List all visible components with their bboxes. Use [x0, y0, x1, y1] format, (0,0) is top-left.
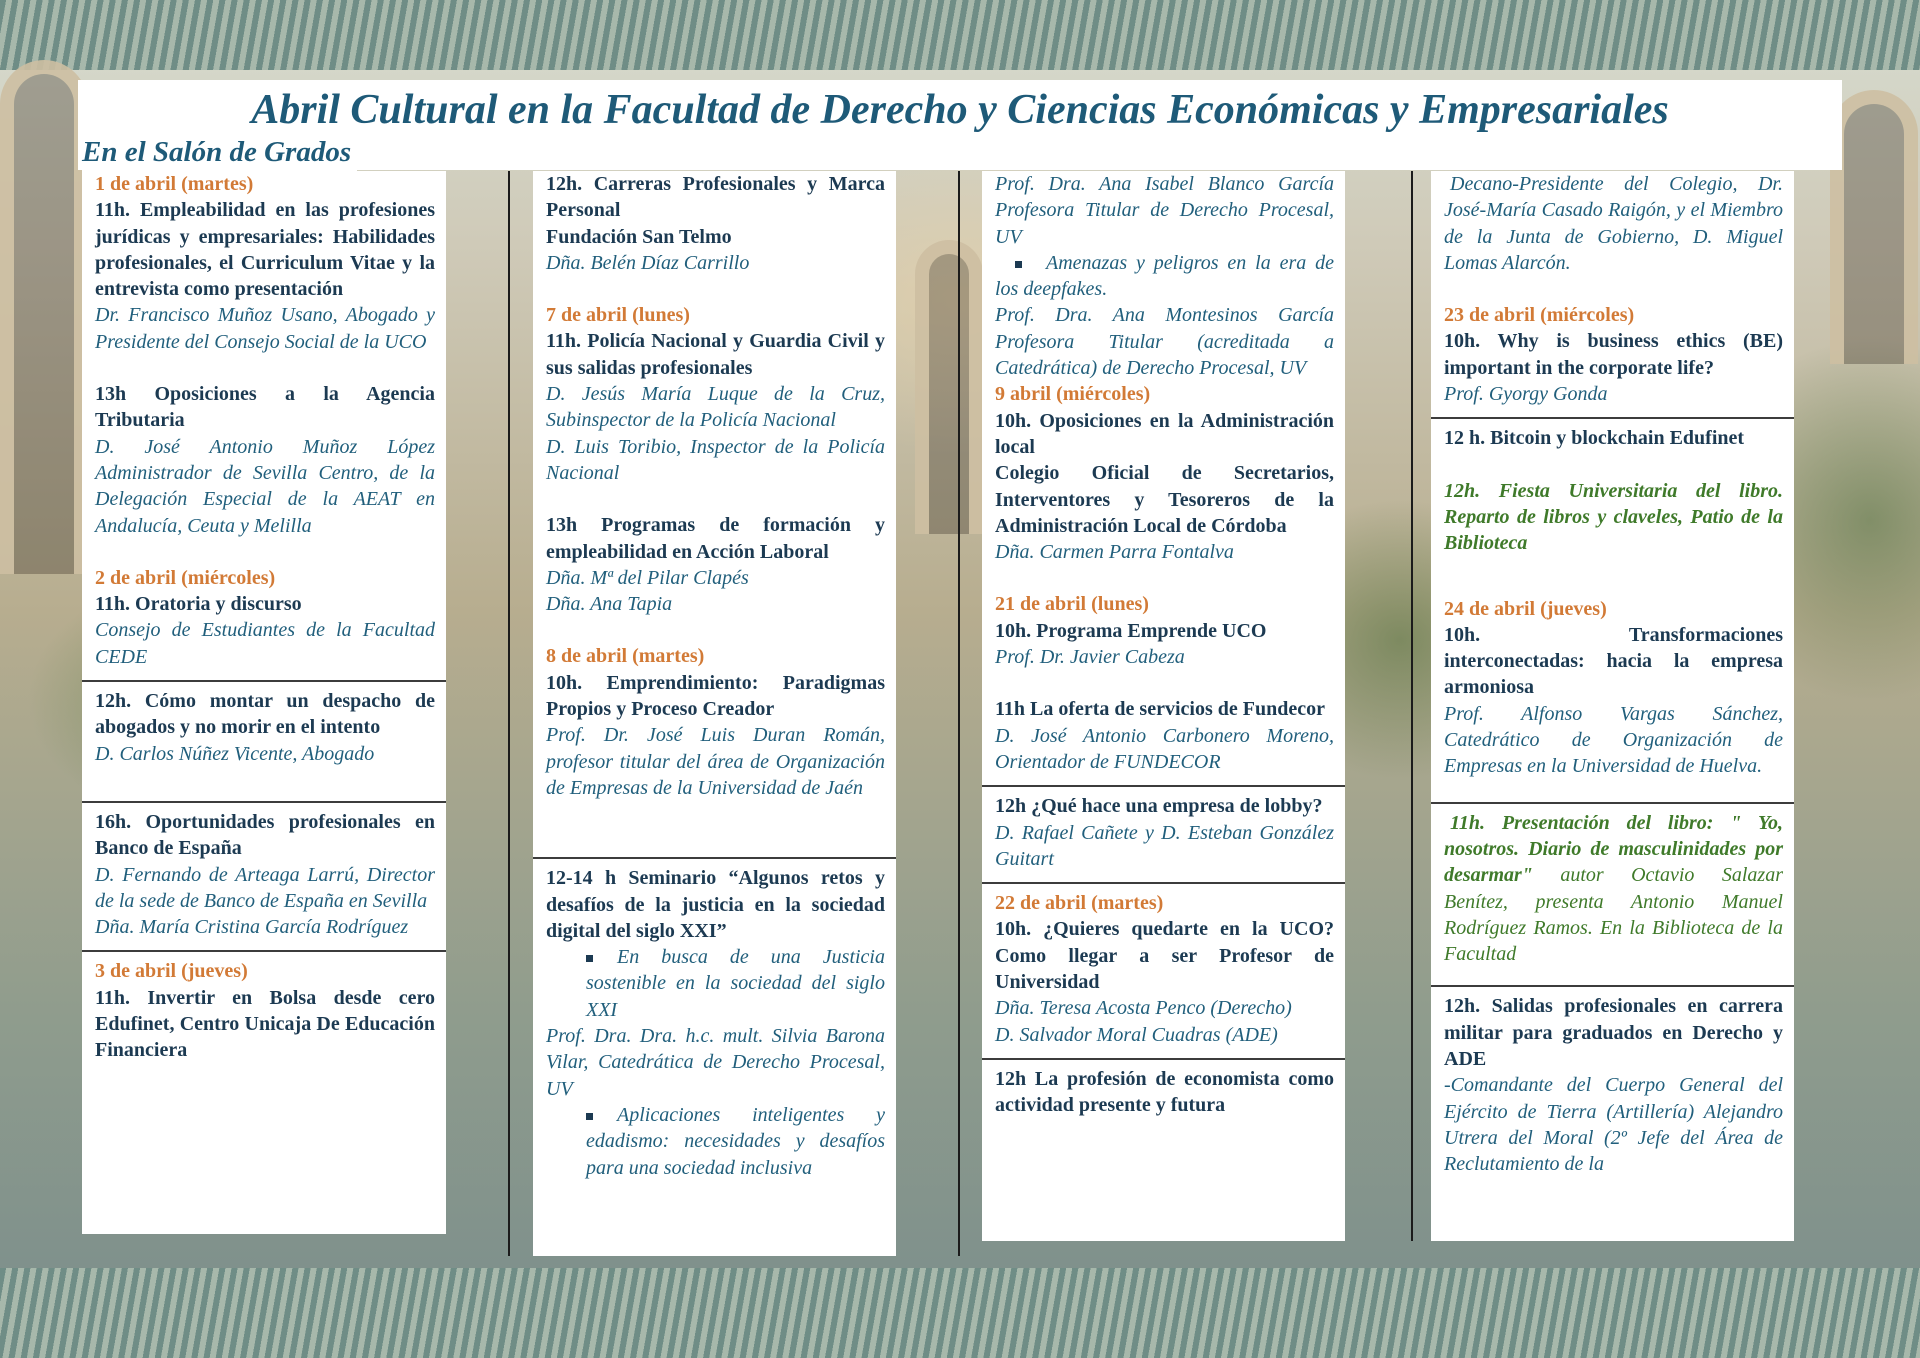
event-speaker: D. José Antonio Muñoz López Administrador de Sevilla Centro, de la Delegación Especial de la AEAT en Andalucía, Ceuta y Melilla — [95, 435, 435, 537]
bullet-item — [995, 250, 1334, 303]
event-speaker: Decano-Presidente del Colegio, Dr. José-María Casado Raigón, y el Miembro de la Junta de Gobierno, D. Miguel Lomas Alarcón. — [1444, 173, 1783, 274]
schedule-column-3 — [982, 171, 1345, 1241]
event-speaker: D. Luis Toribio, Inspector de la Policía Nacional — [546, 435, 885, 484]
event-block — [533, 857, 896, 1181]
event-title: 11h. Empleabilidad en las profesiones jurídicas y empresariales: Habilidades profesionales, el Curriculum Vitae y la entrevista como presentación — [95, 199, 435, 301]
event-speaker: Dña. Mª del Pilar Clapés — [546, 566, 749, 589]
event-speaker: Dña. Belén Díaz Carrillo — [546, 251, 750, 274]
event-speaker: Dña. Carmen Parra Fontalva — [995, 541, 1234, 564]
column-divider — [508, 171, 510, 1256]
background-arch — [0, 60, 88, 574]
schedule-column-2 — [533, 171, 896, 1256]
event-date: 3 de abril (jueves) — [95, 960, 248, 983]
event-title: 10h. ¿Quieres quedarte en la UCO? Como llegar a ser Profesor de Universidad — [995, 918, 1334, 994]
book-presentation-title: 11h. Presentación del libro: " Yo, nosotros. Diario de masculinidades por desarmar" — [1444, 811, 1783, 887]
event-title: 12 h. Bitcoin y blockchain Edufinet — [1444, 427, 1745, 450]
event-date: 22 de abril (martes) — [995, 892, 1164, 915]
event-block — [95, 171, 435, 670]
column-divider — [958, 171, 960, 1256]
event-title: 10h. Oposiciones en la Administración local — [995, 409, 1334, 458]
event-speaker: Dña. María Cristina García Rodríguez — [95, 916, 409, 939]
event-title: 12h. Cómo montar un despacho de abogados y no morir en el intento — [95, 690, 435, 739]
event-title: 10h. Programa Emprende UCO — [995, 619, 1267, 642]
bullet-item — [546, 1102, 885, 1181]
event-organizer: Colegio Oficial de Secretarios, Interventores y Tesoreros de la Administración Local de Córdoba — [995, 462, 1334, 537]
event-title: 12h. Salidas profesionales en carrera militar para graduados en Derecho y ADE — [1444, 995, 1783, 1071]
event-title: 10h. Emprendimiento: Paradigmas Propios y Proceso Creador — [546, 671, 885, 721]
event-title: 11h. Invertir en Bolsa desde cero Edufinet, Centro Unicaja De Educación Financiera — [95, 986, 435, 1062]
event-title: 11h La oferta de servicios de Fundecor — [995, 698, 1325, 721]
event-block — [82, 680, 446, 767]
background-arch — [915, 240, 983, 534]
event-highlight: 12h. Fiesta Universitaria del libro. Reparto de libros y claveles, Patio de la Biblioteca — [1444, 479, 1783, 555]
schedule-column-4 — [1431, 171, 1794, 1241]
event-block — [1431, 417, 1794, 779]
event-speaker: Prof. Dr. Javier Cabeza — [995, 646, 1185, 669]
bullet-text: Amenazas y peligros en la era de los deepfakes. — [995, 251, 1334, 301]
background-roof-top — [0, 0, 1920, 70]
event-speaker: Prof. Gyorgy Gonda — [1444, 383, 1608, 406]
bullet-icon — [586, 1113, 593, 1120]
event-date: 1 de abril (martes) — [95, 173, 254, 195]
event-speaker: Prof. Alfonso Vargas Sánchez, Catedrático de Organización de Empresas en la Universidad de Huelva. — [1444, 702, 1783, 778]
bullet-item — [546, 944, 885, 1023]
event-block — [982, 1058, 1345, 1119]
event-block — [1431, 985, 1794, 1177]
event-block — [82, 801, 446, 940]
event-date: 7 de abril (lunes) — [546, 304, 690, 327]
book-presentation-details: autor Octavio Salazar Benítez, presenta Antonio Manuel Rodríguez Ramos. En la Biblioteca de la Facultad — [1444, 864, 1783, 966]
background-arch — [1830, 90, 1918, 364]
event-title: 12h. Carreras Profesionales y Marca Personal — [546, 173, 885, 222]
bullet-icon — [1015, 261, 1022, 268]
event-speaker: D. Rafael Cañete y D. Esteban González Guitart — [995, 821, 1334, 870]
event-date: 21 de abril (lunes) — [995, 593, 1149, 616]
bullet-icon — [586, 955, 593, 962]
event-speaker: Dña. Teresa Acosta Penco (Derecho) — [995, 997, 1292, 1020]
event-title: 16h. Oportunidades profesionales en Banco de España — [95, 810, 435, 860]
venue-subtitle: En el Salón de Grados — [82, 136, 357, 171]
event-title: 11h. Policía Nacional y Guardia Civil y sus salidas profesionales — [546, 330, 885, 379]
event-speaker: Dña. Ana Tapia — [546, 593, 673, 616]
page-title: Abril Cultural en la Facultad de Derecho y Ciencias Económicas y Empresariales — [251, 87, 1669, 133]
event-block — [982, 785, 1345, 872]
background-roof-bottom — [0, 1268, 1920, 1358]
event-title: 12h ¿Qué hace una empresa de lobby? — [995, 795, 1323, 818]
event-date: 23 de abril (miércoles) — [1444, 304, 1635, 327]
event-date: 24 de abril (jueves) — [1444, 597, 1607, 620]
event-block — [995, 171, 1334, 775]
event-speaker: D. Carlos Núñez Vicente, Abogado — [95, 742, 375, 765]
event-date: 2 de abril (miércoles) — [95, 566, 276, 589]
event-speaker: Prof. Dra. Ana Isabel Blanco García Profesora Titular de Derecho Procesal, UV — [995, 173, 1334, 248]
bullet-text: Aplicaciones inteligentes y edadismo: necesidades y desafíos para una sociedad inclusiva — [586, 1103, 885, 1179]
event-speaker: Prof. Dr. José Luis Duran Román, profesor titular del área de Organización de Empresas de la Universidad de Jaén — [546, 724, 885, 799]
event-block — [1431, 802, 1794, 968]
event-block — [82, 950, 446, 1063]
event-speaker: D. José Antonio Carbonero Moreno, Orientador de FUNDECOR — [995, 724, 1334, 773]
event-speaker: -Comandante del Cuerpo General del Ejército de Tierra (Artillería) Alejandro Utrera del Moral (2º Jefe del Área de Reclutamiento de la — [1444, 1074, 1783, 1176]
event-speaker: Prof. Dra. Ana Montesinos García Profesora Titular (acreditada a Catedrática) de Derecho Procesal, UV — [995, 304, 1334, 380]
event-title: 13h Oposiciones a la Agencia Tributaria — [95, 383, 435, 432]
event-speaker: Prof. Dra. Dra. h.c. mult. Silvia Barona Vilar, Catedrática de Derecho Procesal, UV — [546, 1025, 885, 1100]
event-title: 12-14 h Seminario “Algunos retos y desafíos de la justicia en la sociedad digital del siglo XXI” — [546, 867, 885, 942]
event-title: 11h. Oratoria y discurso — [95, 593, 302, 616]
event-speaker: Dr. Francisco Muñoz Usano, Abogado y Presidente del Consejo Social de la UCO — [95, 304, 435, 353]
event-block — [546, 171, 885, 801]
event-title: 10h. Why is business ethics (BE) important in the corporate life? — [1444, 330, 1783, 379]
event-speaker: D. Jesús María Luque de la Cruz, Subinspector de la Policía Nacional — [546, 383, 885, 432]
column-divider — [1411, 171, 1413, 1241]
event-speaker: Consejo de Estudiantes de la Facultad CEDE — [95, 619, 435, 668]
event-title: 10h. Transformaciones interconectadas: hacia la empresa armoniosa — [1444, 623, 1783, 699]
event-title: 12h La profesión de economista como actividad presente y futura — [995, 1067, 1334, 1117]
event-speaker: D. Fernando de Arteaga Larrú, Director de la sede de Banco de España en Sevilla — [95, 863, 435, 912]
event-date: 8 de abril (martes) — [546, 645, 705, 668]
schedule-column-1 — [82, 171, 446, 1234]
event-block — [1444, 171, 1783, 407]
event-organizer: Fundación San Telmo — [546, 225, 732, 248]
event-block — [982, 882, 1345, 1048]
event-speaker: D. Salvador Moral Cuadras (ADE) — [995, 1023, 1278, 1046]
event-title: 13h Programas de formación y empleabilidad en Acción Laboral — [546, 514, 885, 563]
event-date: 9 abril (miércoles) — [995, 383, 1151, 406]
event-highlight — [1444, 810, 1783, 968]
bullet-text: En busca de una Justicia sostenible en la sociedad del siglo XXI — [586, 946, 885, 1021]
